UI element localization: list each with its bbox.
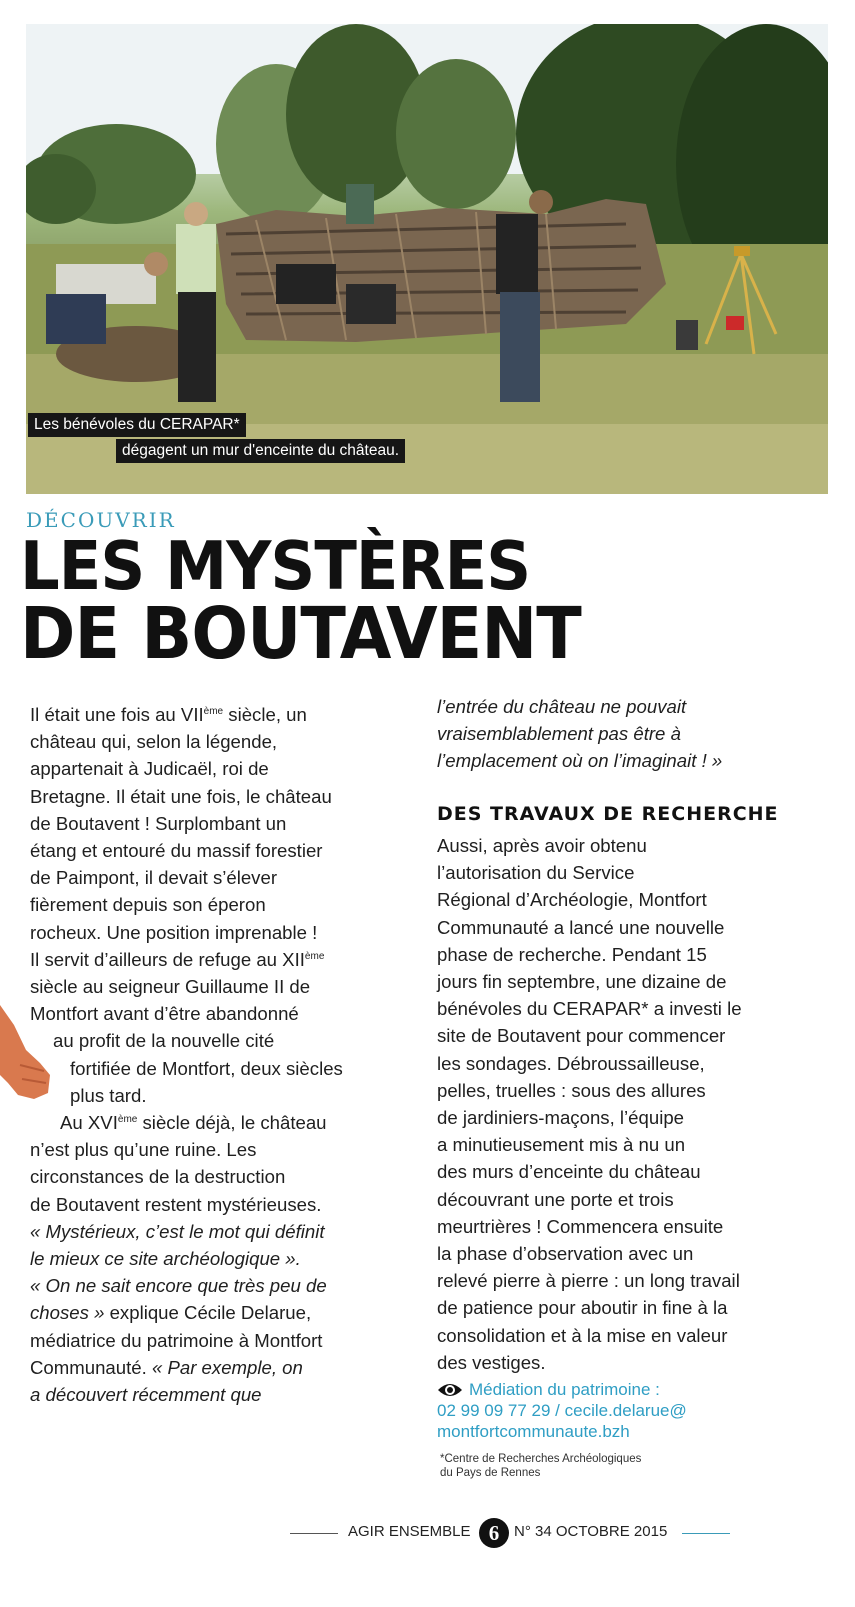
footer-publication: AGIR ENSEMBLE: [348, 1523, 471, 1540]
text-line: découvrant une porte et trois: [437, 1188, 674, 1210]
text-line: Aussi, après avoir obtenu: [437, 835, 647, 856]
text-line: Communauté a lancé une nouvelle: [437, 916, 725, 938]
text-line: meurtrières ! Commencera ensuite: [437, 1215, 724, 1237]
text-line: jours fin septembre, une dizaine de: [437, 971, 727, 993]
text-line: rocheux. Une position imprenable !: [30, 921, 318, 943]
text-line: phase de recherche. Pendant 15: [437, 943, 707, 965]
text-line: Régional d’Archéologie, Montfort: [437, 889, 707, 911]
photo-caption-line1: Les bénévoles du CERAPAR*: [28, 413, 246, 437]
text-line: Au XVIème siècle déjà, le château: [60, 1112, 327, 1134]
section-subheading: DES TRAVAUX DE RECHERCHE: [437, 803, 779, 825]
text-line: choses » explique Cécile Delarue,: [30, 1302, 312, 1324]
page-number: 6: [479, 1518, 509, 1548]
text-line: de Boutavent ! Surplombant un: [30, 812, 287, 834]
text-line: fortifiée de Montfort, deux siècles: [70, 1057, 343, 1079]
footer-rule-right: [682, 1533, 730, 1534]
text-line: bénévoles du CERAPAR* a investi le: [437, 998, 742, 1020]
quote-line: « Mystérieux, c’est le mot qui définit: [30, 1220, 325, 1242]
footer-issue: N° 34 OCTOBRE 2015: [514, 1523, 668, 1540]
article-title-line1: LES MYSTÈRES: [20, 527, 531, 605]
text-line: de Paimpont, il devait s’élever: [30, 867, 278, 889]
text-line: de Boutavent restent mystérieuses.: [30, 1193, 322, 1215]
page-footer: [0, 1518, 855, 1548]
text-line: de patience pour aboutir in fine à la: [437, 1297, 728, 1319]
text-line: consolidation et à la mise en valeur: [437, 1324, 728, 1346]
footnote-line1: *Centre de Recherches Archéologiques: [440, 1453, 642, 1465]
contact-line1: Médiation du patrimoine :: [437, 1379, 687, 1400]
text-line: fièrement depuis son éperon: [30, 894, 266, 916]
text-line: pelles, truelles : sous des allures: [437, 1079, 706, 1101]
text-line: de jardiniers-maçons, l’équipe: [437, 1107, 685, 1129]
text-line: appartenait à Judicaël, roi de: [30, 758, 269, 780]
text-line: des vestiges.: [437, 1351, 546, 1373]
contact-email-domain: montfortcommunaute.bzh: [437, 1422, 630, 1441]
photo-caption-line2: dégagent un mur d'enceinte du château.: [116, 439, 405, 463]
footnote: [440, 1452, 641, 1480]
text-line: l’autorisation du Service: [437, 862, 635, 884]
article-title-line2: DE BOUTAVENT: [20, 592, 581, 675]
quote-line: l’emplacement où on l’imaginait ! »: [437, 750, 723, 772]
text-line: Il servit d’ailleurs de refuge au XIIème: [30, 948, 325, 970]
eye-icon: [437, 1381, 463, 1399]
article-column-right-quote: [437, 693, 722, 775]
text-line: n’est plus qu’une ruine. Les: [30, 1139, 257, 1161]
quote-line: « On ne sait encore que très peu de: [30, 1275, 327, 1297]
text-line: site de Boutavent pour commencer: [437, 1025, 726, 1047]
text-line: la phase d’observation avec un: [437, 1243, 694, 1265]
text-line: au profit de la nouvelle cité: [53, 1030, 275, 1052]
text-line: Communauté. « Par exemple, on: [30, 1356, 303, 1378]
section-kicker: DÉCOUVRIR: [26, 508, 176, 532]
footnote-line2: du Pays de Rennes: [440, 1467, 541, 1479]
text-line: médiatrice du patrimoine à Montfort: [30, 1329, 323, 1351]
text-line: a minutieusement mis à nu un: [437, 1134, 686, 1156]
text-line: circonstances de la destruction: [30, 1166, 286, 1188]
contact-phone-email: 02 99 09 77 29 / cecile.delarue@: [437, 1401, 687, 1420]
quote-line: a découvert récemment que: [30, 1384, 262, 1406]
text-line: les sondages. Débroussailleuse,: [437, 1052, 705, 1074]
text-line: Il était une fois au VIIème siècle, un: [30, 704, 307, 725]
quote-line: l’entrée du château ne pouvait: [437, 696, 687, 717]
text-line: relevé pierre à pierre : un long travail: [437, 1270, 740, 1292]
hand-image: [0, 1005, 52, 1100]
article-column-right: [437, 832, 742, 1376]
text-line: étang et entouré du massif forestier: [30, 840, 323, 862]
article-column-left: [30, 701, 343, 1408]
text-line: Montfort avant d’être abandonné: [30, 1003, 299, 1025]
footer-rule-left: [290, 1533, 338, 1534]
text-line: Bretagne. Il était une fois, le château: [30, 785, 332, 807]
quote-line: le mieux ce site archéologique ».: [30, 1248, 301, 1270]
text-line: plus tard.: [70, 1084, 147, 1106]
text-line: des murs d’enceinte du château: [437, 1161, 701, 1183]
quote-line: vraisemblablement pas être à: [437, 723, 681, 745]
text-line: château qui, selon la légende,: [30, 731, 278, 753]
text-line: siècle au seigneur Guillaume II de: [30, 976, 311, 998]
contact-block: [437, 1379, 687, 1442]
